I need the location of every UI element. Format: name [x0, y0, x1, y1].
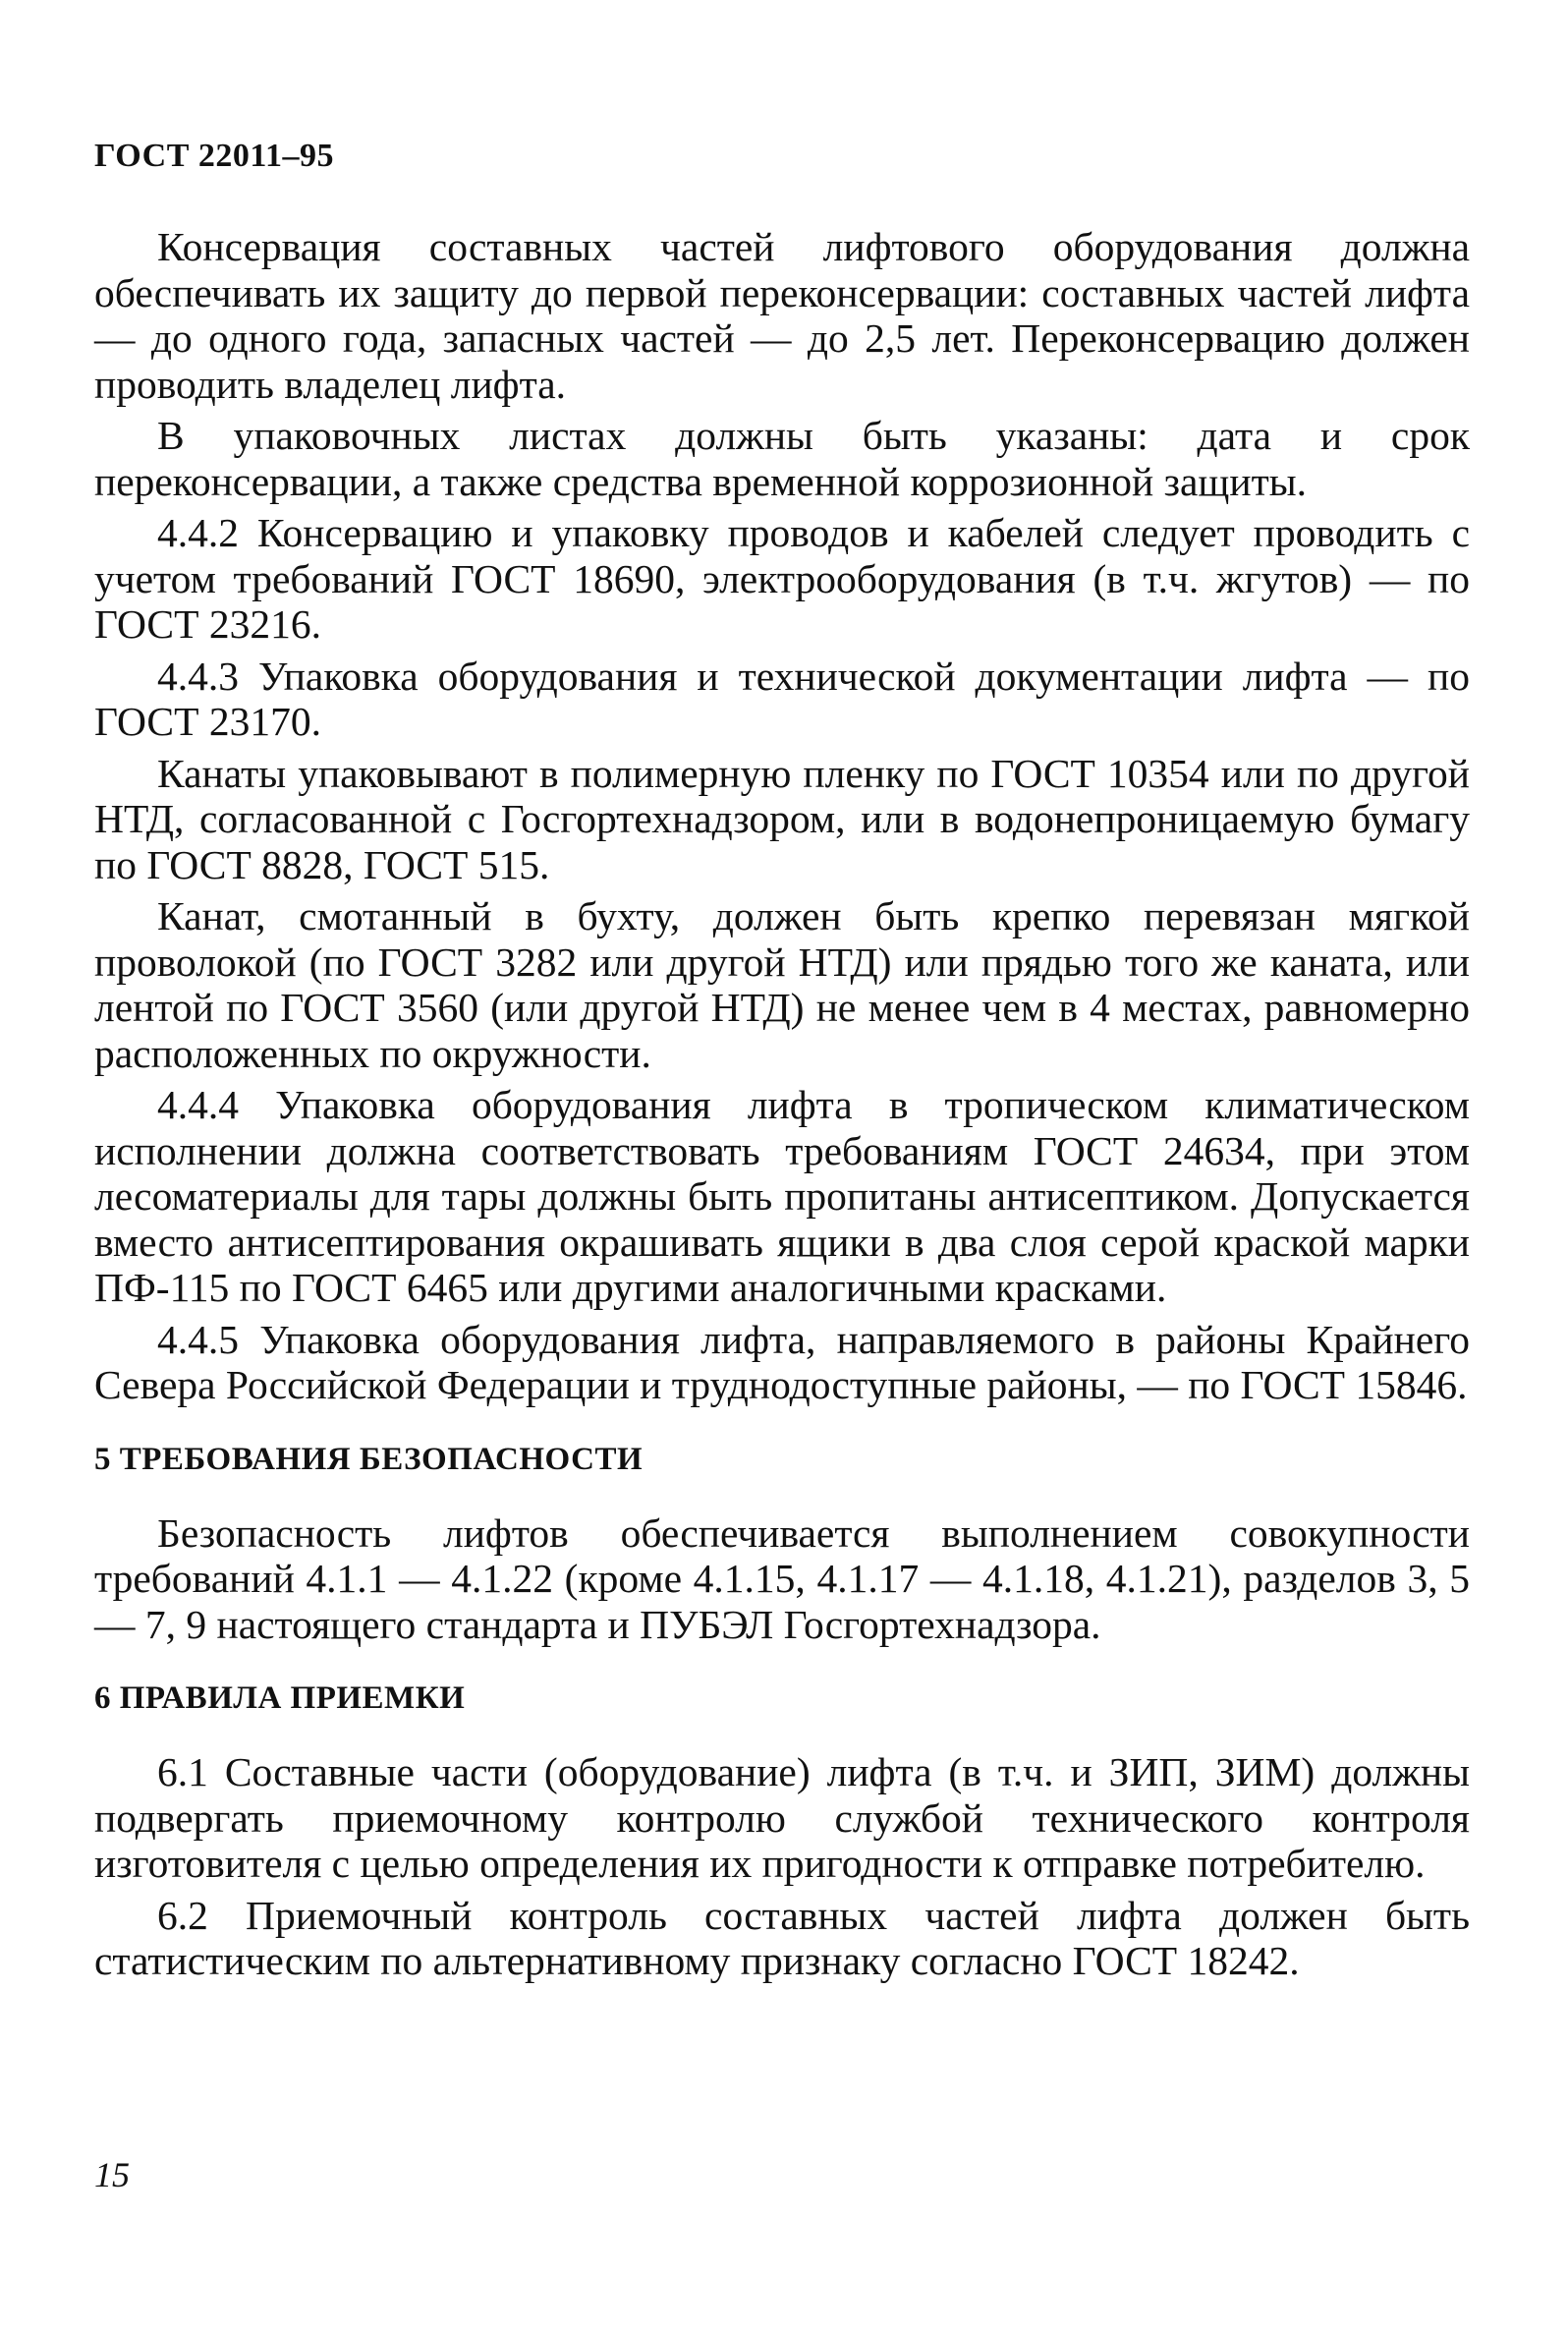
document-code-header: ГОСТ 22011–95: [94, 138, 335, 174]
paragraph-4-4-5: 4.4.5 Упаковка оборудования лифта, направляемого в районы Крайнего Севера Российской Федерации и труднодоступные районы, — по ГОСТ 15846.: [94, 1316, 1470, 1407]
paragraph-4-4-2: 4.4.2 Консервацию и упаковку проводов и кабелей следует проводить с учетом требований ГОСТ 18690, электрооборудования (в т.ч. жгутов) — по ГОСТ 23216.: [94, 510, 1470, 647]
paragraph-preservation: Консервация составных частей лифтового оборудования должна обеспечивать их защиту до первой переконсервации: составных частей лифта — до одного года, запасных частей — до 2,5 лет. Переконсервацию должен проводить владелец лифта.: [94, 224, 1470, 407]
page-number: 15: [94, 2155, 130, 2194]
section-heading-safety: 5 ТРЕБОВАНИЯ БЕЗОПАСНОСТИ: [94, 1441, 644, 1477]
paragraph-6-2: 6.2 Приемочный контроль составных частей лифта должен быть статистическим по альтернативному признаку согласно ГОСТ 18242.: [94, 1892, 1470, 1983]
paragraph-4-4-3: 4.4.3 Упаковка оборудования и технической документации лифта — по ГОСТ 23170.: [94, 653, 1470, 744]
paragraph-packing-lists: В упаковочных листах должны быть указаны: дата и срок переконсервации, а также средства временной коррозионной защиты.: [94, 413, 1470, 504]
paragraph-safety-requirements: Безопасность лифтов обеспечивается выполнением совокупности требований 4.1.1 — 4.1.22 (кроме 4.1.15, 4.1.17 — 4.1.18, 4.1.21), разделов 3, 5 — 7, 9 настоящего стандарта и ПУБЭЛ Госгортехнадзора.: [94, 1509, 1470, 1647]
paragraph-4-4-4: 4.4.4 Упаковка оборудования лифта в тропическом климатическом исполнении должна соответствовать требованиям ГОСТ 24634, при этом лесоматериалы для тары должны быть пропитаны антисептиком. Допускается вместо антисептирования окрашивать ящики в два слоя серой краской марки ПФ-115 по ГОСТ 6465 или другими аналогичными красками.: [94, 1082, 1470, 1310]
document-body: [94, 224, 1470, 1990]
paragraph-6-1: 6.1 Составные части (оборудование) лифта (в т.ч. и ЗИП, ЗИМ) должны подвергать приемочному контролю службой технического контроля изготовителя с целью определения их пригодности к отправке потребителю.: [94, 1749, 1470, 1886]
paragraph-ropes-packing: Канаты упаковывают в полимерную пленку по ГОСТ 10354 или по другой НТД, согласованной с Госгортехнадзором, или в водонепроницаемую бумагу по ГОСТ 8828, ГОСТ 515.: [94, 750, 1470, 887]
section-heading-acceptance: 6 ПРАВИЛА ПРИЕМКИ: [94, 1680, 466, 1716]
paragraph-rope-coil: Канат, смотанный в бухту, должен быть крепко перевязан мягкой проволокой (по ГОСТ 3282 или другой НТД) или прядью того же каната, или лентой по ГОСТ 3560 (или другой НТД) не менее чем в 4 местах, равномерно расположенных по окружности.: [94, 893, 1470, 1076]
